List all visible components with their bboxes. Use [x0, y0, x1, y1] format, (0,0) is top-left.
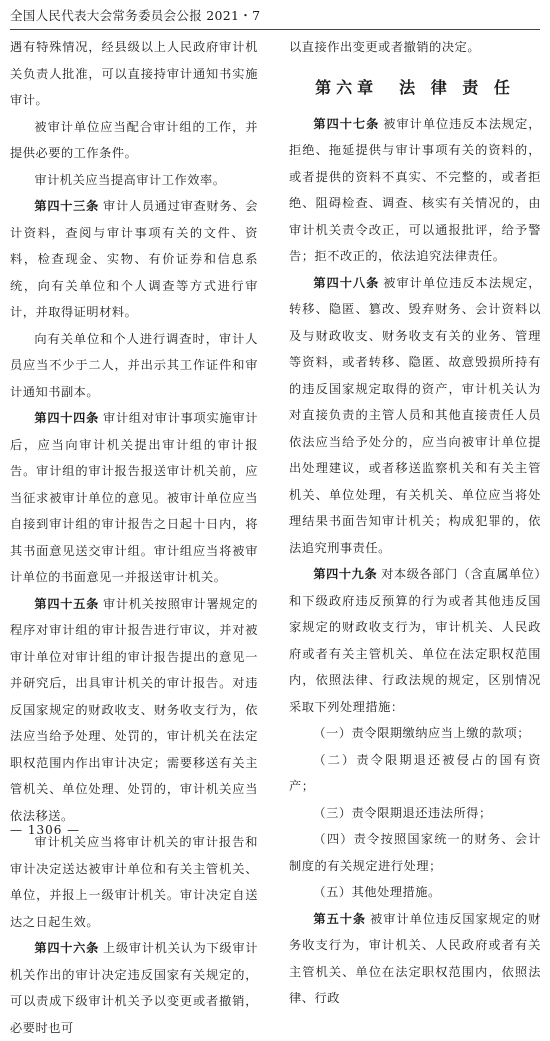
paragraph [10, 591, 258, 830]
paragraph [289, 34, 541, 61]
paragraph-text: 被审计单位违反本法规定，拒绝、拖延提供与审计事项有关的资料的，或者提供的资料不真实、不完整的，或者拒绝、阻碍检查、调查、核实有关情况的，由审计机关责令改正，可以通报批评，给予警告；拒不改正的，依法追究法律责任。 [289, 116, 542, 263]
publication-title: 全国人民代表大会常务委员会公报 2021・7 [10, 8, 261, 23]
paragraph [10, 34, 258, 114]
list-item [289, 826, 541, 879]
paragraph-text: （四）责令按照国家统一的财务、会计制度的有关规定进行处理； [289, 832, 541, 873]
left-column [10, 34, 258, 1041]
paragraph [10, 326, 258, 406]
paragraph-text: （二）责令限期退还被侵占的国有资产； [289, 752, 541, 793]
paragraph-text: 审计机关应当提高审计工作效率。 [34, 172, 226, 187]
paragraph [289, 111, 541, 270]
paragraph-text: 审计机关应当将审计机关的审计报告和审计决定送达被审计单位和有关主管机关、单位，并报上一级审计机关。审计决定自送达之日起生效。 [10, 835, 258, 929]
page-header [10, 6, 540, 30]
article-number: 第四十六条 [34, 941, 100, 955]
paragraph [10, 167, 258, 194]
paragraph-text: 审计机关按照审计署规定的程序对审计组的审计报告进行审议，并对被审计单位对审计组的审计报告提出的意见一并研究后，出具审计机关的审计报告。对违反国家规定的财政收支、财务收支行为，依法应当给予处理、处罚的，审计机关在法定职权范围内作出审计决定；需要移送有关主管机关、单位处理、处罚的，审计机关应当依法移送。 [10, 596, 259, 823]
paragraph [289, 270, 541, 562]
paragraph-text: 审计组对审计事项实施审计后，应当向审计机关提出审计组的审计报告。审计组的审计报告报送审计机关前，应当征求被审计单位的意见。被审计单位应当自接到审计组的审计报告之日起十日内，将其书面意见送交审计组。审计组应当将被审计单位的书面意见一并报送审计机关。 [10, 411, 259, 584]
article-number: 第四十九条 [313, 567, 378, 581]
right-column [289, 34, 541, 1012]
article-number: 第四十四条 [34, 411, 100, 425]
paragraph-text: 上级审计机关认为下级审计机关作出的审计决定违反国家有关规定的，可以责成下级审计机关予以变更或者撤销，必要时也可 [10, 941, 259, 1035]
article-number: 第四十八条 [313, 275, 380, 290]
paragraph [289, 906, 541, 1012]
paragraph [10, 114, 258, 167]
paragraph [10, 193, 258, 326]
paragraph [10, 829, 258, 935]
paragraph-text: 被审计单位违反国家规定的财务收支行为，审计机关、人民政府或者有关主管机关、单位在法定职权范围内，依照法律、行政 [289, 911, 541, 1005]
paragraph-text: （三）责令限期退还违法所得； [313, 805, 492, 820]
paragraph-text: 以直接作出变更或者撤销的决定。 [289, 40, 481, 54]
paragraph-text: 对本级各部门（含直属单位）和下级政府违反预算的行为或者其他违反国家规定的财政收支行为，审计机关、人民政府或者有关主管机关、单位在法定职权范围内，依照法律、行政法规的规定，区别情况采取下列处理措施： [289, 567, 541, 714]
paragraph-text: （五）其他处理措施。 [313, 885, 441, 899]
chapter-heading: 第六章 法 律 责 任 [315, 77, 515, 97]
paragraph [10, 405, 258, 591]
paragraph-text: 被审计单位应当配合审计组的工作，并提供必要的工作条件。 [10, 119, 258, 160]
paragraph-text: 被审计单位违反本法规定，转移、隐匿、篡改、毁弃财务、会计资料以及与财政收支、财务收支有关的业务、管理等资料，或者转移、隐匿、故意毁损所持有的违反国家规定取得的资产，审计机关认为对直接负责的主管人员和其他直接责任人员依法应当给予处分的，应当向被审计单位提出处理建议，或者移送监察机关和有关主管机关、单位处理，有关机关、单位应当将处理结果书面告知审计机关；构成犯罪的，依法追究刑事责任。 [289, 275, 542, 555]
article-number: 第四十五条 [34, 596, 100, 611]
article-number: 第五十条 [313, 911, 367, 926]
paragraph-text: 遇有特殊情况，经县级以上人民政府审计机关负责人批准，可以直接持审计通知书实施审计。 [10, 40, 258, 107]
paragraph-text: 审计人员通过审查财务、会计资料，查阅与审计事项有关的文件、资料，检查现金、实物、有价证券和信息系统，向有关单位和个人调查等方式进行审计，并取得证明材料。 [10, 199, 259, 319]
list-item [289, 800, 541, 827]
paragraph [10, 935, 258, 1041]
list-item [289, 879, 541, 906]
article-number: 第四十七条 [313, 116, 380, 131]
article-number: 第四十三条 [34, 199, 100, 213]
paragraph [289, 561, 541, 720]
page-number: — 1306 — [10, 823, 81, 837]
paragraph-text: 向有关单位和个人进行调查时，审计人员应当不少于二人，并出示其工作证件和审计通知书副本。 [10, 331, 258, 399]
list-item [289, 747, 541, 800]
paragraph-text: （一）责令限期缴纳应当上缴的款项； [313, 726, 530, 740]
list-item [289, 720, 541, 747]
